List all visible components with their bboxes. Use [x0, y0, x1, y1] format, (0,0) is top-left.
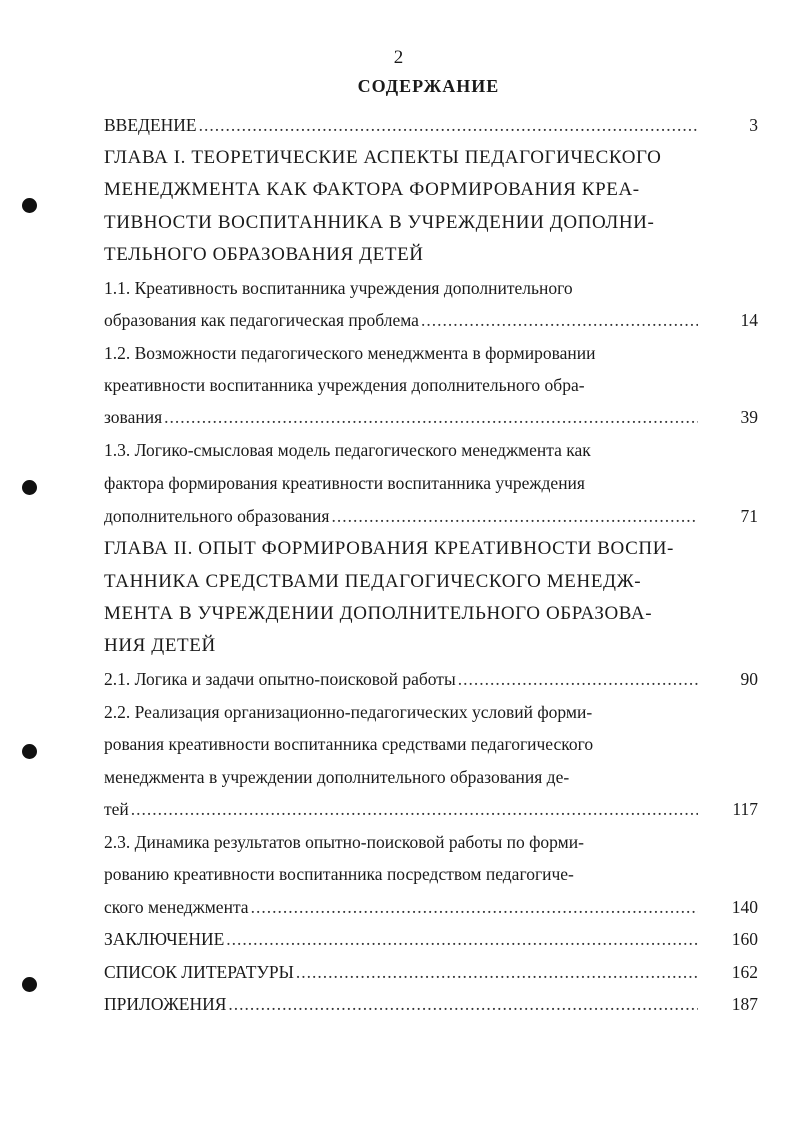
- toc-line-text: ВВЕДЕНИЕ: [104, 115, 197, 135]
- toc-line: [104, 990, 758, 1018]
- toc-line-text: тей: [104, 799, 129, 819]
- toc-line: ГЛАВА I. ТЕОРЕТИЧЕСКИЕ АСПЕКТЫ ПЕДАГОГИЧЕСКОГО: [104, 147, 662, 168]
- toc-page: 117: [732, 799, 758, 819]
- dot-leader: [458, 665, 698, 693]
- dot-leader: [228, 990, 698, 1018]
- toc-line: [104, 665, 758, 693]
- toc-line: ТИВНОСТИ ВОСПИТАННИКА В УЧРЕЖДЕНИИ ДОПОЛНИ-: [104, 212, 655, 233]
- dot-leader: [331, 502, 698, 530]
- toc-line: [104, 403, 758, 431]
- toc-line-text: образования как педагогическая проблема: [104, 310, 419, 330]
- toc-page: 39: [740, 407, 758, 427]
- dot-leader: [226, 925, 698, 953]
- toc-line: 1.2. Возможности педагогического менеджмента в формировании: [104, 343, 596, 363]
- toc-line: 2.3. Динамика результатов опытно-поисковой работы по форми-: [104, 832, 584, 852]
- toc-line-text: дополнительного образования: [104, 506, 330, 526]
- toc-page: 90: [740, 669, 758, 689]
- toc-line-text: 2.1. Логика и задачи опытно-поисковой работы: [104, 669, 456, 689]
- punch-hole: [22, 198, 37, 213]
- toc-line: рованию креативности воспитанника посредством педагогиче-: [104, 864, 574, 884]
- toc-line-text: СПИСОК ЛИТЕРАТУРЫ: [104, 962, 294, 982]
- punch-hole: [22, 744, 37, 759]
- dot-leader: [251, 893, 698, 921]
- toc-line: 2.2. Реализация организационно-педагогических условий форми-: [104, 702, 593, 722]
- toc-line: [104, 111, 758, 139]
- toc-page: 71: [740, 506, 758, 526]
- page-number: 2: [393, 47, 404, 68]
- toc-page: 3: [749, 115, 758, 135]
- toc-line: НИЯ ДЕТЕЙ: [104, 635, 216, 656]
- punch-hole: [22, 977, 37, 992]
- dot-leader: [421, 306, 698, 334]
- toc-line: менеджмента в учреждении дополнительного образования де-: [104, 767, 570, 787]
- toc-line: ТАННИКА СРЕДСТВАМИ ПЕДАГОГИЧЕСКОГО МЕНЕДЖ-: [104, 571, 642, 592]
- toc-line: 1.1. Креативность воспитанника учреждения дополнительного: [104, 278, 573, 298]
- toc-line: [104, 925, 758, 953]
- toc-line-text: ПРИЛОЖЕНИЯ: [104, 994, 227, 1014]
- toc-line: [104, 893, 758, 921]
- toc-line-text: ского менеджмента: [104, 897, 249, 917]
- toc-line: [104, 795, 758, 823]
- toc-line: [104, 958, 758, 986]
- toc-page: 14: [740, 310, 758, 330]
- toc-line: рования креативности воспитанника средствами педагогического: [104, 734, 594, 754]
- toc-line: [104, 502, 758, 530]
- toc-line: ТЕЛЬНОГО ОБРАЗОВАНИЯ ДЕТЕЙ: [104, 244, 424, 265]
- toc-line: 1.3. Логико-смысловая модель педагогического менеджмента как: [104, 440, 591, 460]
- toc-line: креативности воспитанника учреждения дополнительного обра-: [104, 375, 585, 395]
- toc-line: МЕНТА В УЧРЕЖДЕНИИ ДОПОЛНИТЕЛЬНОГО ОБРАЗОВА-: [104, 603, 653, 624]
- toc-line: ГЛАВА II. ОПЫТ ФОРМИРОВАНИЯ КРЕАТИВНОСТИ ВОСПИ-: [104, 538, 674, 559]
- dot-leader: [199, 111, 698, 139]
- dot-leader: [296, 958, 698, 986]
- punch-hole: [22, 480, 37, 495]
- toc-page: 140: [731, 897, 758, 917]
- toc-page: 162: [731, 962, 758, 982]
- toc-line: [104, 306, 758, 334]
- toc-title: СОДЕРЖАНИЕ: [357, 76, 500, 96]
- toc-page: 160: [731, 929, 758, 949]
- toc-line: фактора формирования креативности воспитанника учреждения: [104, 473, 585, 493]
- toc-page: 187: [731, 994, 758, 1014]
- dot-leader: [164, 403, 698, 431]
- toc-line-text: зования: [104, 407, 163, 427]
- toc-line-text: ЗАКЛЮЧЕНИЕ: [104, 929, 225, 949]
- toc-line: МЕНЕДЖМЕНТА КАК ФАКТОРА ФОРМИРОВАНИЯ КРЕА-: [104, 179, 640, 200]
- dot-leader: [131, 795, 698, 823]
